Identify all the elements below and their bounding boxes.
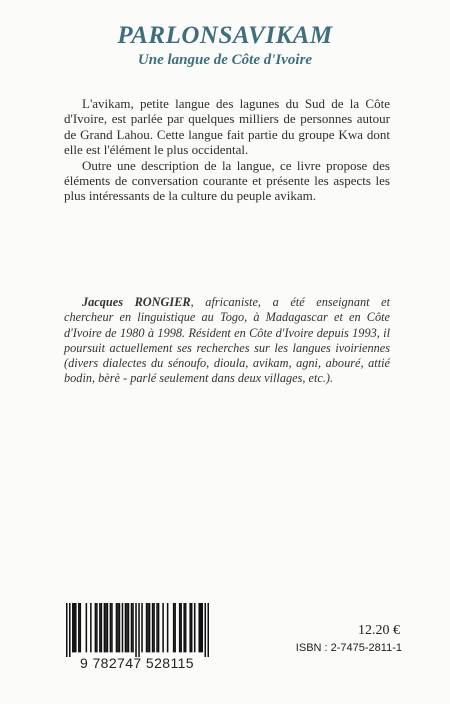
barcode-bar: [126, 603, 128, 652]
author-bio: [64, 295, 390, 387]
barcode-bar: [101, 603, 103, 652]
barcode-bar: [107, 603, 109, 652]
barcode-bar: [183, 603, 185, 652]
barcode-bar: [158, 603, 160, 652]
barcode-bar: [95, 603, 97, 652]
barcode-bar: [90, 603, 92, 652]
barcode-bar: [132, 603, 134, 652]
barcode-bar: [174, 603, 176, 652]
description: [64, 96, 390, 204]
barcode-bar: [135, 603, 137, 657]
barcode-bar: [141, 603, 143, 652]
barcode-bar: [149, 603, 151, 652]
description-paragraph: Outre une description de la langue, ce livre propose des éléments de conversation courante et présente les aspects les plus intéressants de la culture du peuple avikam.: [64, 157, 390, 204]
barcode-bar: [147, 603, 149, 652]
author-bio-text: , africaniste, a été enseignant et chercheur en linguistique au Togo, à Madagascar et en Côte d'Ivoire de 1980 à 1998. Résident en Côte d'Ivoire depuis 1993, il poursuit actuellement ses recherches sur les langues ivoiriennes (divers dialectes du sénoufo, dioula, avikam, agni, abouré, attié bodin, bèrè - parlé seulement dans deux villages, etc.).: [64, 295, 391, 386]
barcode-bar: [167, 603, 169, 652]
barcode-number: 9 782747 528115: [80, 655, 194, 671]
barcode-bar: [189, 603, 191, 652]
barcode-bar: [116, 603, 118, 652]
description-paragraph: L'avikam, petite langue des lagunes du Sud de la Côte d'Ivoire, est parlée par quelques milliers de personnes autour de Grand Lahou. Cette langue fait partie du groupe Kwa dont elle est l'élément le plus occidental.: [64, 96, 390, 158]
barcode-image: [66, 603, 209, 657]
barcode-bar: [179, 603, 181, 652]
barcode-bar: [128, 603, 130, 652]
barcode-bar: [75, 603, 77, 652]
barcode-bar: [146, 603, 148, 652]
barcode-bar: [180, 603, 182, 652]
barcode-bar: [185, 603, 187, 652]
barcode-bar: [156, 603, 158, 652]
barcode-bar: [153, 603, 155, 652]
barcode-bar: [110, 603, 112, 652]
barcode-bar: [191, 603, 193, 652]
barcode-bar: [131, 603, 133, 652]
barcode-bar: [105, 603, 107, 652]
barcode-bar: [119, 603, 121, 652]
barcode-bar: [138, 603, 140, 657]
barcode-bar: [201, 603, 203, 652]
price: 12.20 €: [358, 623, 400, 638]
barcode-bar: [72, 603, 74, 652]
barcode-bar: [69, 603, 71, 657]
barcode-bar: [117, 603, 119, 652]
barcode-bar: [122, 603, 124, 652]
barcode-block: [57, 603, 217, 673]
barcode-bar: [80, 603, 82, 652]
barcode-bar: [86, 603, 88, 652]
barcode-bar: [194, 603, 196, 652]
barcode-bar: [200, 603, 202, 652]
book-subtitle: Une langue de Côte d'Ivoire: [137, 52, 313, 68]
barcode-bar: [198, 603, 200, 652]
barcode-bar: [104, 603, 106, 652]
book-title: PARLONSAVIKAM: [117, 22, 333, 49]
barcode-bar: [162, 603, 164, 652]
barcode-bar: [96, 603, 98, 652]
barcode-bar: [78, 603, 80, 652]
barcode-bar: [66, 603, 68, 657]
barcode-bar: [173, 603, 175, 652]
barcode-bar: [125, 603, 127, 652]
barcode-bar: [99, 603, 101, 652]
barcode-bar: [74, 603, 76, 652]
barcode-bar: [207, 603, 209, 657]
isbn: ISBN : 2-7475-2811-1: [295, 642, 402, 654]
author-name: Jacques RONGIER: [82, 295, 191, 309]
barcode-bar: [204, 603, 206, 657]
barcode-bar: [111, 603, 113, 652]
barcode-bar: [152, 603, 154, 652]
